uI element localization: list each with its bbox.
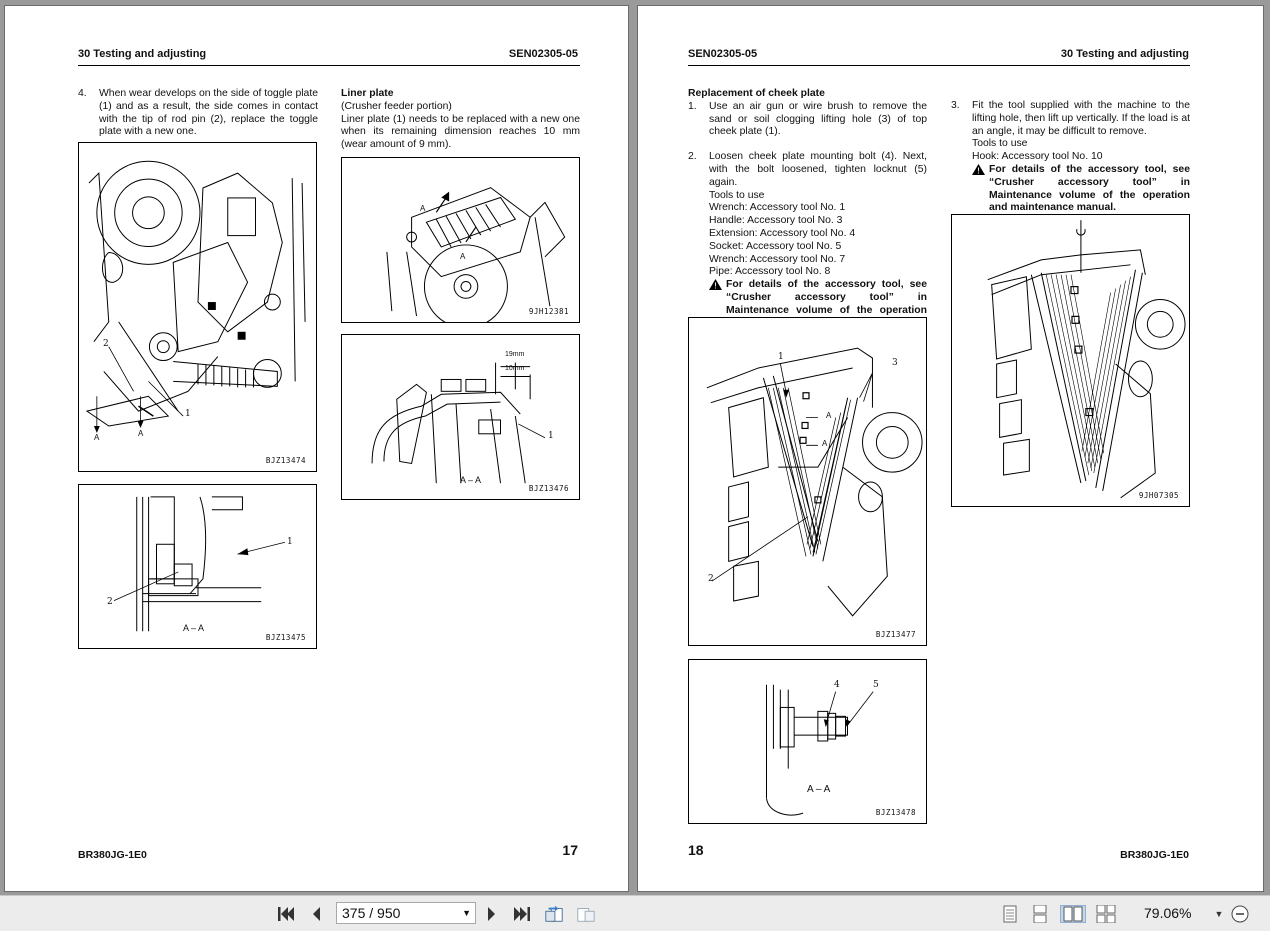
fig2-code: BJZ13475 <box>265 633 306 642</box>
first-page-icon[interactable] <box>276 905 296 923</box>
page-number: 18 <box>688 842 704 858</box>
lifting-tool-drawing <box>952 215 1189 506</box>
previous-view-icon[interactable] <box>544 905 564 923</box>
last-page-icon[interactable] <box>512 905 532 923</box>
figure-mounting-bolt <box>688 659 927 824</box>
toggle-plate-drawing <box>79 143 316 471</box>
chevron-down-icon[interactable]: ▼ <box>462 908 471 918</box>
tool-list-item: Extension: Accessory tool No. 4 <box>709 227 856 239</box>
tool-list-item: Hook: Accessory tool No. 10 <box>972 151 1103 163</box>
page-number-value: 375 / 950 <box>342 905 401 921</box>
figure-lifting-tool <box>951 214 1190 507</box>
fig5-label-a1: A <box>826 411 832 420</box>
step-number: 2. <box>688 151 697 163</box>
zoom-dropdown-icon[interactable]: ▼ <box>1214 909 1224 919</box>
viewer-toolbar <box>0 895 1270 931</box>
page-header-left: 30 Testing and adjusting <box>78 48 207 60</box>
figure-section-aa-toggle <box>78 484 317 649</box>
next-page-icon[interactable] <box>482 905 502 923</box>
warning-icon <box>972 164 989 215</box>
step-4 <box>78 88 318 139</box>
figure-toggle-plate <box>78 142 317 472</box>
liner-plate-section <box>341 88 580 152</box>
page-17 <box>4 5 629 892</box>
liner-text: Liner plate (1) needs to be replaced with a new one when its remaining dimension reaches 10 mm (wear amount of 9 mm). <box>341 113 580 151</box>
fig3-label-a1: A <box>420 204 426 213</box>
fig3-code: 9JH12381 <box>528 307 569 316</box>
fig5-label-a2: A <box>822 439 828 448</box>
zoom-out-icon[interactable] <box>1230 905 1250 923</box>
fig5-label-3: 3 <box>892 358 898 368</box>
liner-plate-drawing <box>342 158 579 322</box>
fig2-label-1: 1 <box>287 537 293 547</box>
continuous-icon[interactable] <box>1030 905 1050 923</box>
mounting-bolt-drawing <box>689 660 926 823</box>
fig1-label-2: 2 <box>103 339 109 349</box>
fig6-code: BJZ13478 <box>875 808 916 817</box>
warning-note <box>972 164 1190 215</box>
fig2-section-label: A – A <box>183 623 205 633</box>
fig5-label-1: 1 <box>778 352 784 362</box>
page-header-right: 30 Testing and adjusting <box>1060 48 1189 60</box>
liner-title: Liner plate <box>341 88 394 99</box>
step-number: 1. <box>688 100 697 112</box>
page-18 <box>637 5 1264 892</box>
fig1-code: BJZ13474 <box>265 456 306 465</box>
tool-list-item: Handle: Accessory tool No. 3 <box>709 215 843 227</box>
page-number-field[interactable] <box>336 902 476 924</box>
step-number: 4. <box>78 88 87 99</box>
fig5-label-2: 2 <box>708 574 714 584</box>
step-text: When wear develops on the side of toggle plate (1) and as a result, the side comes in contact with the tip of rod pin (2), replace the toggle plate with a new one. <box>99 88 318 138</box>
fig4-section-label: A – A <box>460 475 482 485</box>
fig5-code: BJZ13477 <box>875 630 916 639</box>
tool-list-item: Socket: Accessory tool No. 5 <box>709 240 842 252</box>
page-header-left: SEN02305-05 <box>688 48 758 60</box>
figure-liner-plate <box>341 157 580 323</box>
page-footer-right: BR380JG-1E0 <box>1120 849 1189 861</box>
tools-heading: Tools to use <box>972 138 1028 150</box>
warning-text: For details of the accessory tool, see “Crusher accessory tool” in Maintenance volume of the operation and maintenance manual. <box>989 163 1190 214</box>
fig1-label-a1: A <box>94 433 100 442</box>
fig6-section-label: A – A <box>807 784 831 795</box>
section-title: Replacement of cheek plate <box>688 88 825 99</box>
header-rule <box>78 65 580 66</box>
warning-text: For details of the accessory tool, see “Crusher accessory tool” in Maintenance volume of the operation <box>726 279 927 316</box>
step-3-text: Fit the tool supplied with the machine to the lifting hole, then lift up vertically. If the load is at an angle, it may be difficult to remove. <box>972 100 1190 137</box>
tool-list-item: Wrench: Accessory tool No. 7 <box>709 253 846 265</box>
tool-list-item: Pipe: Accessory tool No. 8 <box>709 266 831 278</box>
cheek-plate-drawing <box>689 318 926 645</box>
fig4-label-1: 1 <box>548 431 554 441</box>
page-number: 17 <box>562 842 578 858</box>
step-2-text: Loosen cheek plate mounting bolt (4). Next, with the bolt loosened, tighten locknut (5) again. <box>709 151 927 188</box>
header-rule <box>688 65 1190 66</box>
figure-liner-section <box>341 334 580 500</box>
next-view-icon[interactable] <box>576 905 596 923</box>
two-page-icon[interactable] <box>1060 905 1086 923</box>
page-footer-left: BR380JG-1E0 <box>78 849 147 861</box>
cheek-plate-column-1 <box>688 88 927 330</box>
liner-subtitle: (Crusher feeder portion) <box>341 100 452 112</box>
fig4-dim-10: 10mm <box>505 365 525 372</box>
tools-heading: Tools to use <box>709 189 765 201</box>
previous-page-icon[interactable] <box>306 905 326 923</box>
cheek-plate-column-2 <box>951 100 1190 215</box>
zoom-level[interactable]: 79.06% <box>1144 905 1192 921</box>
fig4-code: BJZ13476 <box>528 484 569 493</box>
fig4-dim-19: 19mm <box>505 351 525 358</box>
fig1-label-1: 1 <box>185 409 191 419</box>
fig6-label-4: 4 <box>834 680 840 690</box>
step-1-text: Use an air gun or wire brush to remove the sand or soil clogging lifting hole (3) of top cheek plate (1). <box>709 100 927 138</box>
tool-list-item: Wrench: Accessory tool No. 1 <box>709 202 846 214</box>
fig1-label-a2: A <box>138 429 144 438</box>
fig3-label-a2: A <box>460 252 466 261</box>
fig2-label-2: 2 <box>107 597 113 607</box>
two-page-continuous-icon[interactable] <box>1096 905 1116 923</box>
page-header-right: SEN02305-05 <box>508 48 578 60</box>
step-number: 3. <box>951 100 960 111</box>
fig7-code: 9JH07305 <box>1138 491 1179 500</box>
single-page-icon[interactable] <box>1000 905 1020 923</box>
figure-cheek-plate <box>688 317 927 646</box>
fig6-label-5: 5 <box>873 680 879 690</box>
